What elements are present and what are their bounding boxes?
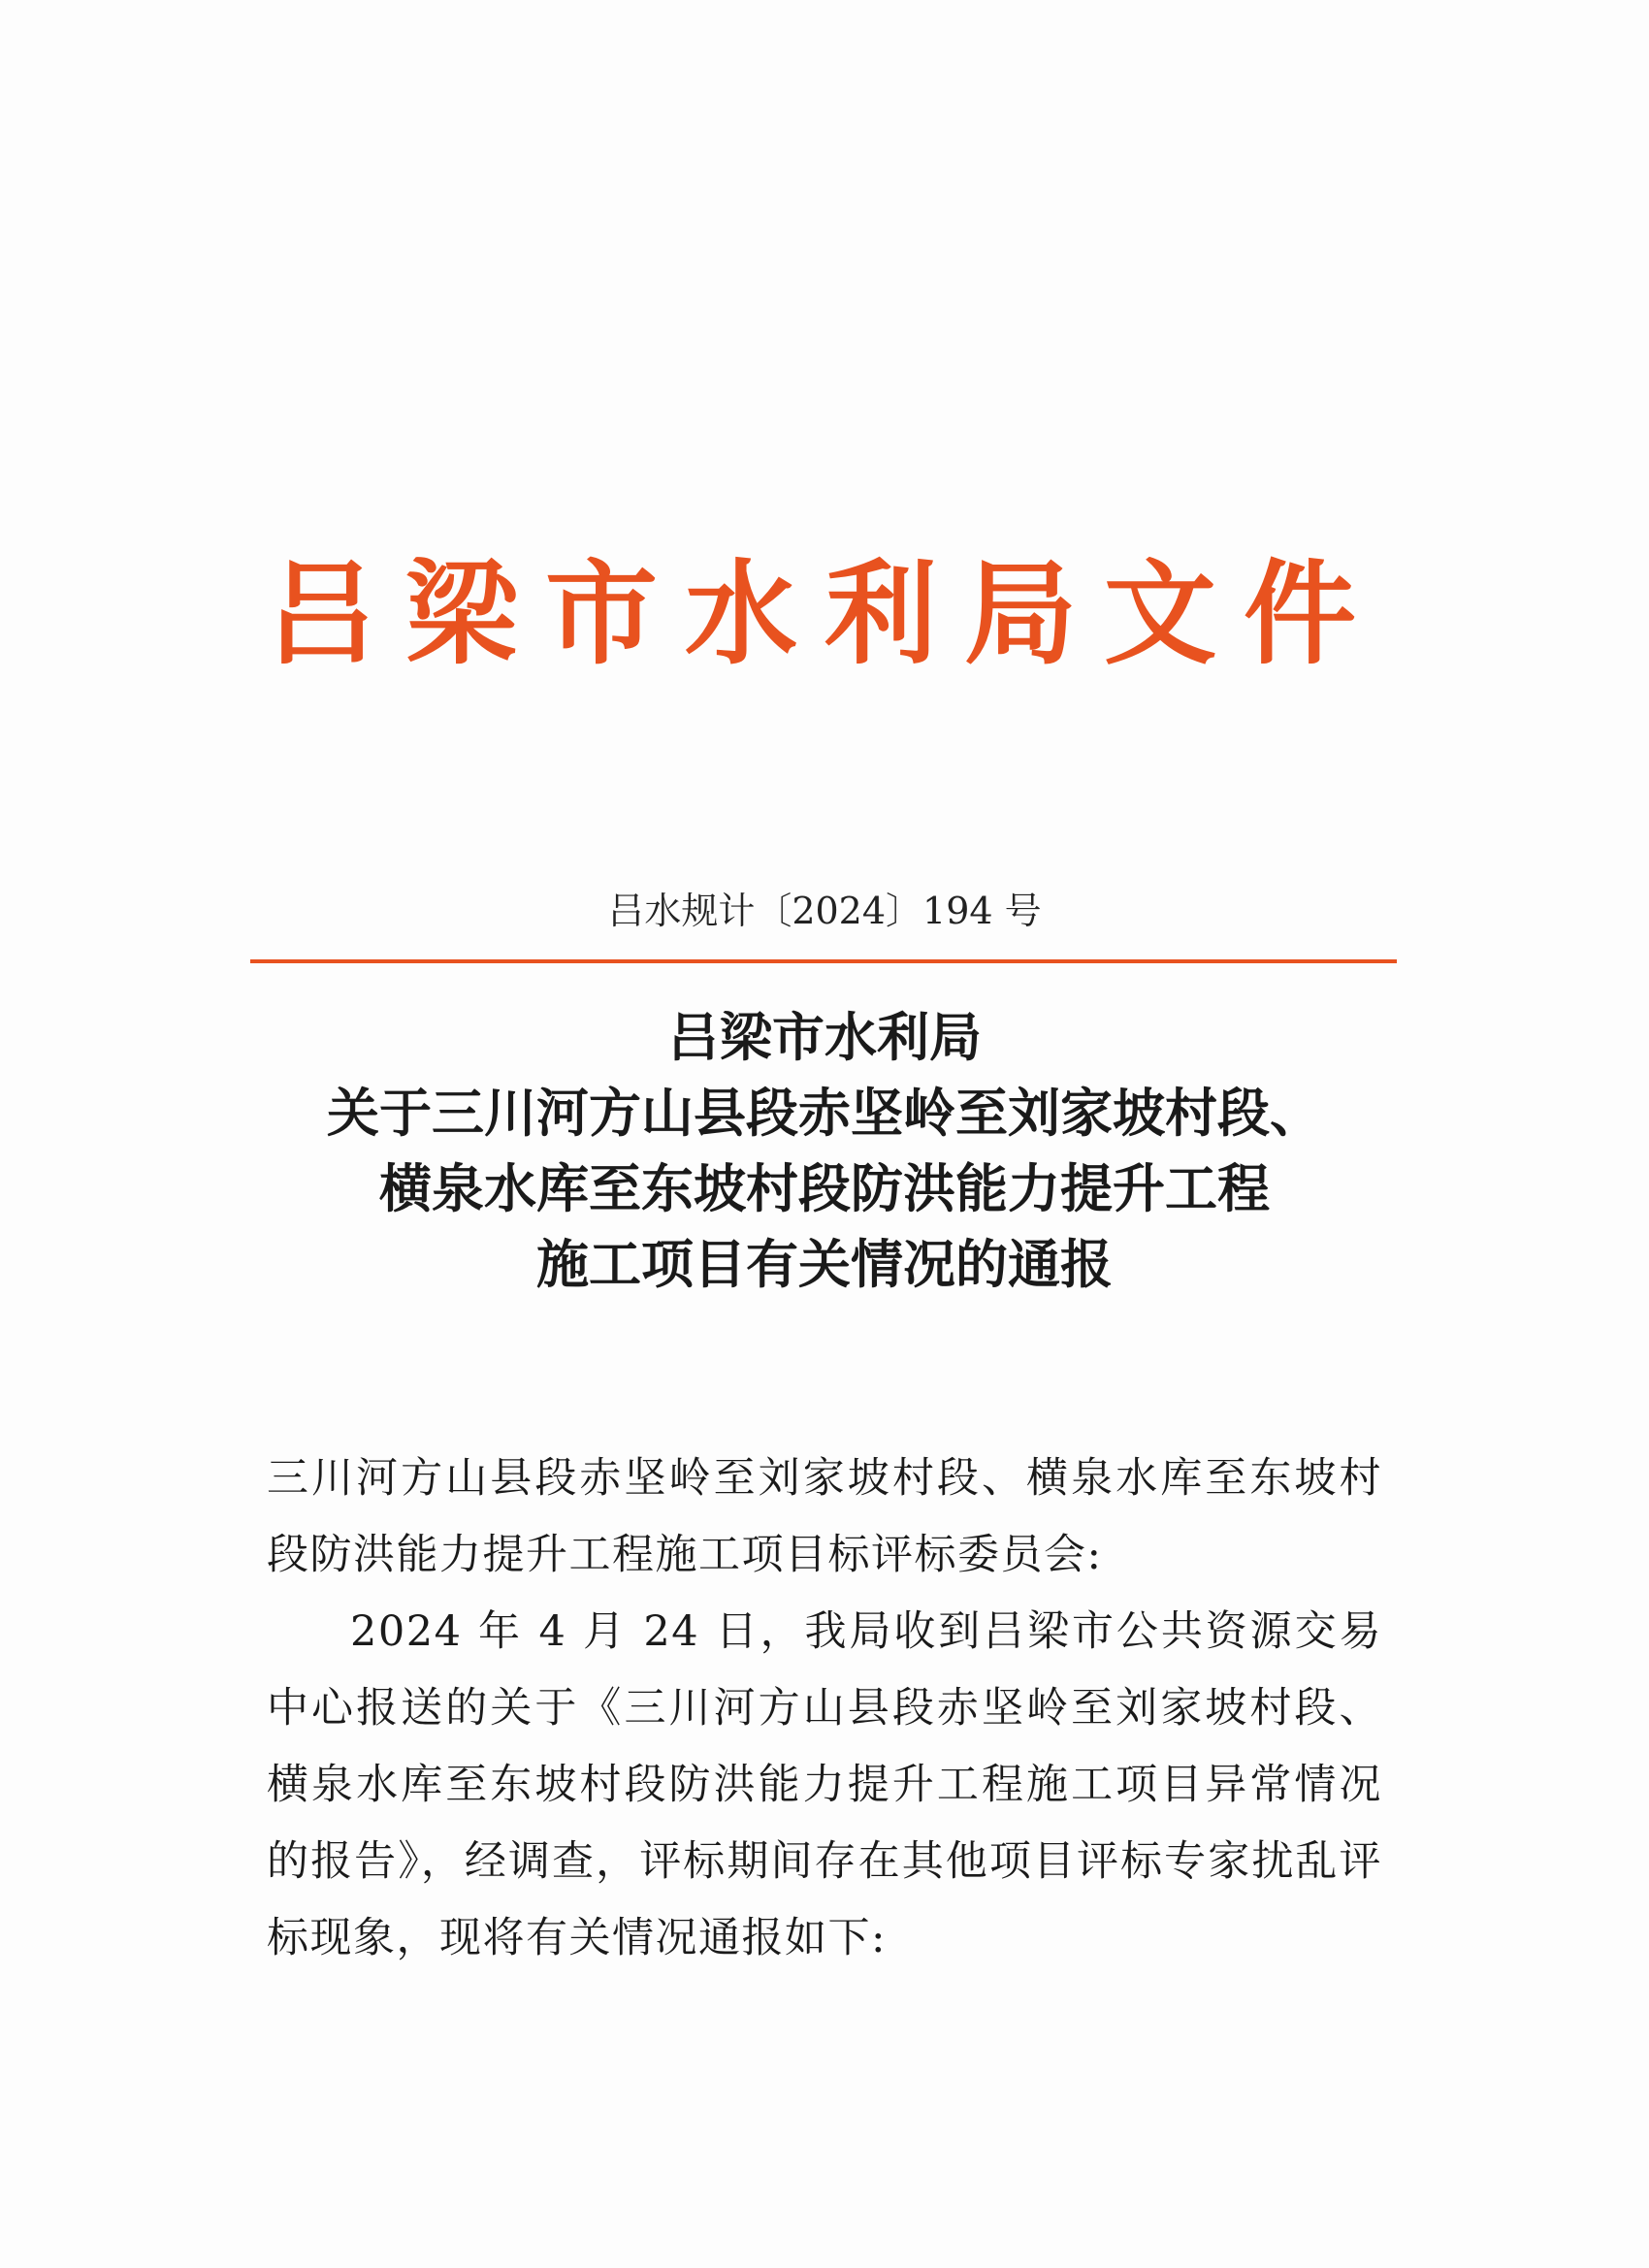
title-line-issuer: 吕梁市水利局 (667, 1006, 982, 1068)
masthead-title: 吕梁市水利局文件 (266, 548, 1383, 680)
addressee: 三川河方山县段赤坚岭至刘家坡村段、横泉水库至东坡村段防洪能力提升工程施工项目标评标委员会: (267, 1454, 1382, 1579)
document-title (194, 999, 1455, 1302)
red-divider-line (250, 959, 1397, 963)
title-line-4: 施工项目有关情况的通报 (536, 1233, 1113, 1295)
title-line-3: 横泉水库至东坡村段防洪能力提升工程 (379, 1157, 1270, 1219)
document-number: 吕水规计〔2024〕194 号 (607, 890, 1042, 932)
body-paragraph-1: 2024 年 4 月 24 日，我局收到吕梁市公共资源交易中心报送的关于《三川河方山县段赤坚岭至刘家坡村段、横泉水库至东坡村段防洪能力提升工程施工项目异常情况的报告》，经调查，评标期间存在其他项目评标专家扰乱评标现象，现将有关情况通报如下: (267, 1607, 1382, 1962)
title-line-2: 关于三川河方山县段赤坚岭至刘家坡村段、 (327, 1082, 1322, 1144)
